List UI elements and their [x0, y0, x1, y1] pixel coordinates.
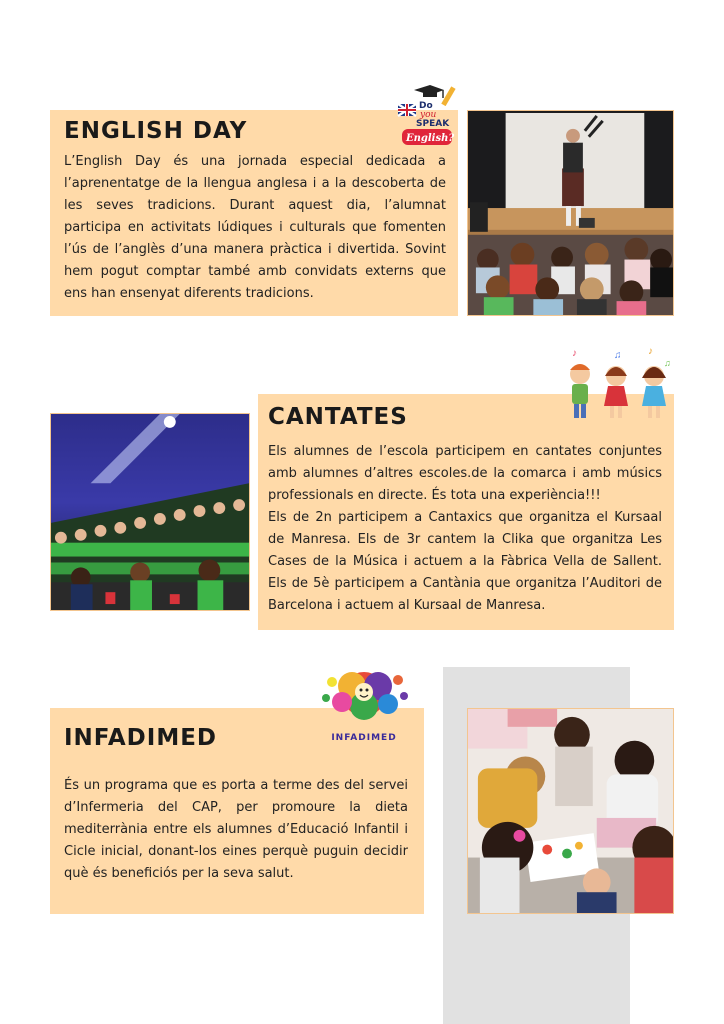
cantates-text-2: Els de 2n participem a Cantaxics que organitza el Kursaal de Manresa. Els de 3r cantem la Clika que organitza Les Cases de la Música i actuem a la Fàbrica Vella de Sallent. Els de 5è participem a Cantània que organitza l’Auditori de Barcelona i actuem al Kursaal de Manresa. — [268, 510, 662, 613]
cantates-title: CANTATES — [268, 404, 408, 430]
badge-line-3: SPEAK — [416, 119, 450, 129]
badge-line-4: English? — [406, 133, 455, 144]
singing-kids-illustration — [556, 346, 676, 424]
do-you-speak-english-badge — [396, 84, 456, 148]
english-day-text: L’English Day és una jornada especial dedicada a l’aprenentatge de la llengua anglesa i a la descoberta de les seves tradicions. Durant aquest dia, l’alumnat participa en activitats lúdiques i culturals que fomenten l’ús de l’anglès d’una manera pràctica i divertida. Sovint hem pogut comptar també amb convidats externs que ens han ensenyat diferents tradicions. — [64, 154, 446, 301]
cantates-photo-choir — [50, 413, 250, 611]
svg-text:♫: ♫ — [664, 358, 671, 368]
infadimed-logo-text: INFADIMED — [331, 733, 397, 743]
english-day-photo-bagpiper — [467, 110, 674, 316]
badge-line-2: you — [420, 110, 437, 120]
infadimed-photo-children — [467, 708, 674, 914]
svg-text:♪: ♪ — [572, 348, 577, 359]
infadimed-text: És un programa que es porta a terme des del servei d’Infermeria del CAP, per promoure la dieta mediterrània entre els alumnes d’Educació Infantil i Cicle inicial, donant-los eines perquè puguin decidir què és beneficiós per la seva salut. — [64, 778, 408, 881]
infadimed-logo — [318, 662, 410, 744]
english-day-title: ENGLISH DAY — [64, 118, 248, 144]
cantates-text-1: Els alumnes de l’escola participem en cantates conjuntes amb alumnes d’altres escoles.de la comarca i amb músics professionals en directe. És tota una experiència!!! — [268, 444, 662, 503]
svg-text:♫: ♫ — [614, 350, 622, 361]
infadimed-title: INFADIMED — [64, 725, 218, 751]
svg-text:♪: ♪ — [648, 346, 653, 357]
badge-line-1: Do — [419, 101, 433, 111]
